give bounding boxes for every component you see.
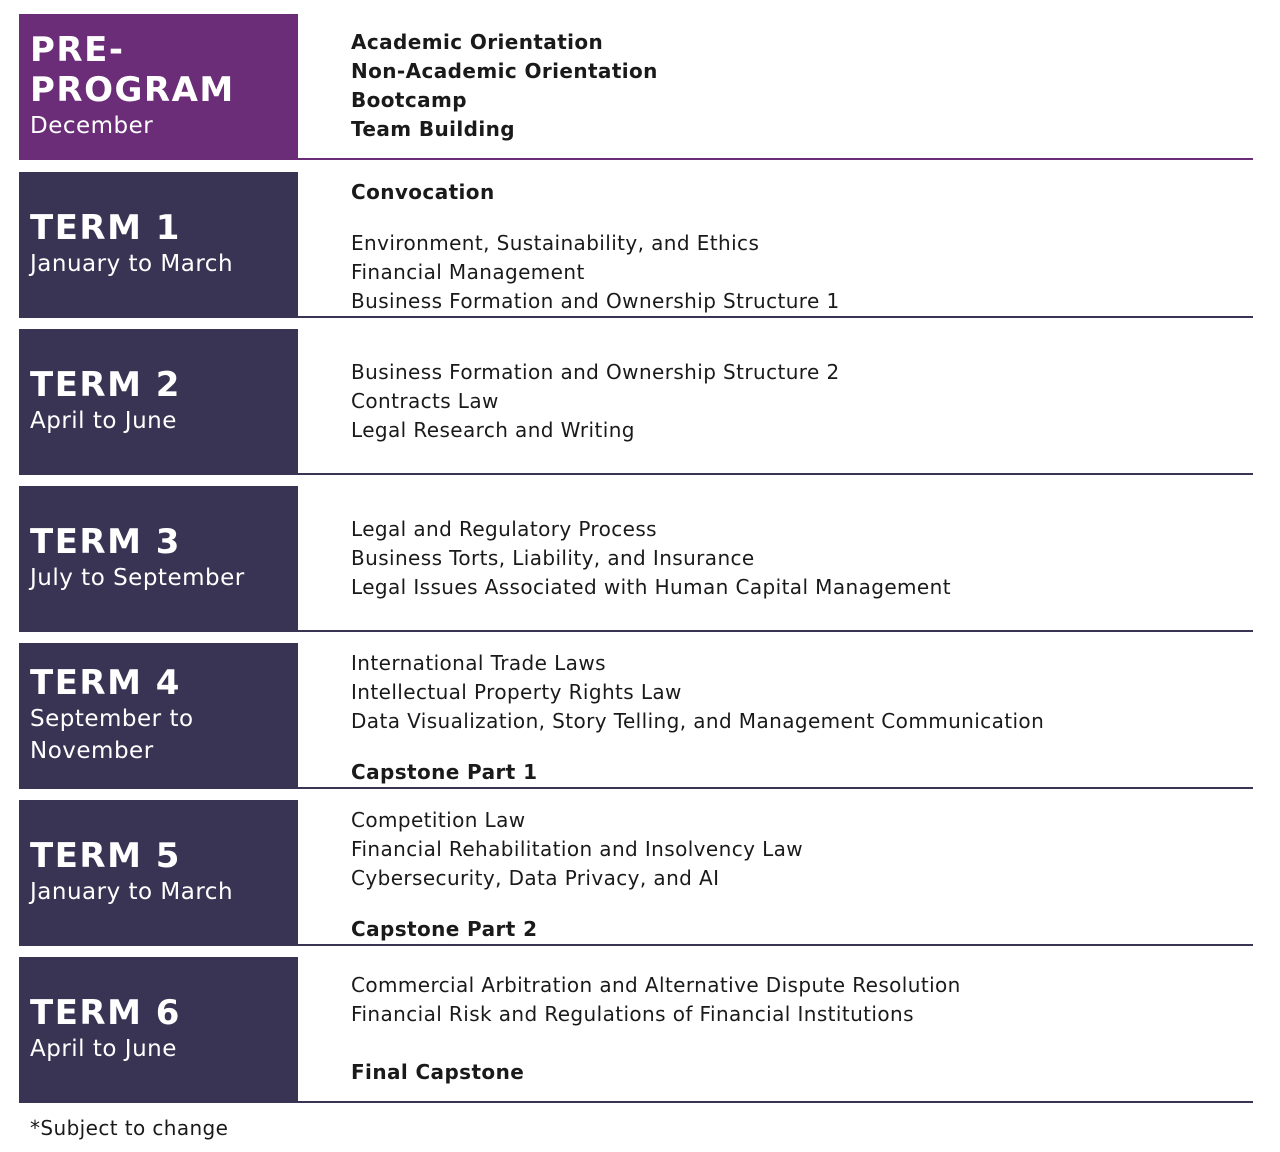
- term-3-row: [19, 486, 1253, 632]
- term-4-period-line-1: September to: [30, 706, 194, 732]
- term-2-title: TERM 2: [30, 365, 181, 405]
- capstone-heading: Capstone Part 1: [351, 760, 538, 784]
- term-1-label-box: [19, 172, 298, 316]
- term-5-title: TERM 5: [30, 836, 181, 876]
- term-5-label-box: [19, 800, 298, 944]
- course-item: Financial Management: [351, 260, 585, 284]
- convocation-heading: Convocation: [351, 180, 495, 204]
- term-2-period: April to June: [30, 408, 177, 434]
- term-1-period: January to March: [30, 251, 234, 277]
- term-5-row: [19, 800, 1253, 946]
- course-item: Business Torts, Liability, and Insurance: [351, 545, 755, 570]
- course-item: Environment, Sustainability, and Ethics: [351, 231, 760, 255]
- term-4-courses: [351, 643, 1253, 787]
- spacer: [351, 736, 1253, 758]
- footnote: *Subject to change: [30, 1116, 229, 1140]
- term-4-period-line-2: November: [30, 738, 154, 764]
- course-item: Legal Issues Associated with Human Capital Management: [351, 574, 951, 599]
- term-2-label-box: [19, 329, 298, 473]
- term-6-row: [19, 957, 1253, 1103]
- course-item: Commercial Arbitration and Alternative Dispute Resolution: [351, 973, 961, 997]
- pre-program-row: [19, 14, 1253, 160]
- term-5-courses: [351, 800, 1253, 944]
- term-3-period: July to September: [30, 565, 245, 591]
- term-1-courses: [351, 172, 1253, 316]
- pre-program-label-box: [19, 14, 298, 158]
- course-item: Business Formation and Ownership Structure 1: [351, 289, 840, 313]
- term-1-row: [19, 172, 1253, 318]
- course-item: Data Visualization, Story Telling, and Management Communication: [351, 709, 1045, 733]
- course-item: Financial Rehabilitation and Insolvency Law: [351, 837, 804, 861]
- term-2-row: [19, 329, 1253, 475]
- activity-item: Bootcamp: [351, 88, 467, 112]
- term-3-label-box: [19, 486, 298, 630]
- term-4-row: [19, 643, 1253, 789]
- course-item: Financial Risk and Regulations of Financial Institutions: [351, 1002, 914, 1026]
- term-6-period: April to June: [30, 1036, 177, 1062]
- term-3-title: TERM 3: [30, 522, 181, 562]
- pre-program-title-line-1: PRE-: [30, 30, 125, 70]
- term-3-courses: [351, 486, 1253, 630]
- spacer: [351, 1029, 1253, 1058]
- spacer: [351, 207, 1253, 229]
- capstone-heading: Capstone Part 2: [351, 917, 538, 941]
- course-item: Contracts Law: [351, 388, 499, 413]
- activity-item: Team Building: [351, 117, 515, 141]
- term-4-label-box: [19, 643, 298, 787]
- term-4-title: TERM 4: [30, 663, 181, 703]
- pre-program-period: December: [30, 113, 154, 139]
- course-item: Legal Research and Writing: [351, 417, 635, 442]
- pre-program-activities: [351, 14, 1253, 158]
- spacer: [351, 893, 1253, 915]
- capstone-heading: Final Capstone: [351, 1060, 525, 1084]
- term-1-title: TERM 1: [30, 208, 181, 248]
- activity-item: Academic Orientation: [351, 30, 604, 54]
- term-6-courses: [351, 957, 1253, 1101]
- term-2-courses: [351, 329, 1253, 473]
- term-6-label-box: [19, 957, 298, 1101]
- term-6-title: TERM 6: [30, 993, 181, 1033]
- course-item: Cybersecurity, Data Privacy, and AI: [351, 866, 720, 890]
- course-item: Intellectual Property Rights Law: [351, 680, 682, 704]
- course-item: Competition Law: [351, 808, 526, 832]
- course-item: Legal and Regulatory Process: [351, 516, 657, 541]
- course-item: Business Formation and Ownership Structure 2: [351, 359, 840, 384]
- pre-program-title-line-2: PROGRAM: [30, 70, 235, 110]
- course-item: International Trade Laws: [351, 651, 606, 675]
- activity-item: Non-Academic Orientation: [351, 59, 658, 83]
- term-5-period: January to March: [30, 879, 234, 905]
